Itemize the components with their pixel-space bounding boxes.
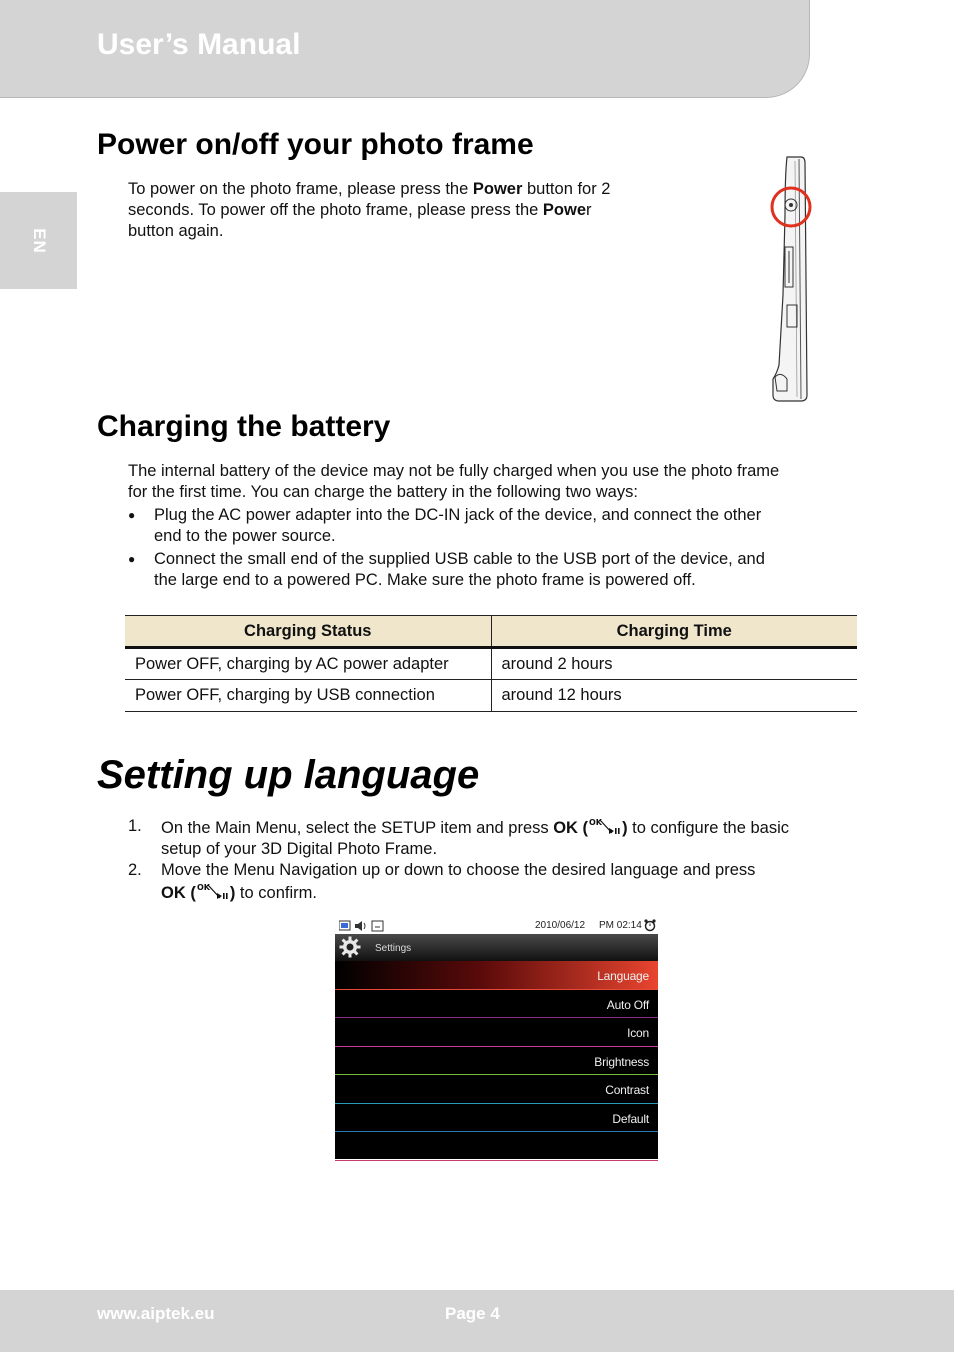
- svg-text:OK: OK: [589, 818, 603, 827]
- menu-divider: [335, 989, 658, 990]
- status-bar: [335, 917, 658, 934]
- step-number: 1.: [128, 817, 142, 835]
- bullet-icon: ●: [128, 552, 136, 566]
- column-header: Charging Time: [491, 616, 857, 648]
- header-banner: [0, 0, 810, 98]
- power-heading: Power on/off your photo frame: [97, 128, 534, 161]
- table-cell: Power OFF, charging by USB connection: [125, 680, 491, 712]
- settings-screen-screenshot: [335, 917, 658, 1159]
- menu-divider: [335, 1046, 658, 1047]
- menu-item-icon[interactable]: Icon: [627, 1026, 649, 1040]
- column-header: Charging Status: [125, 616, 491, 648]
- svg-text:OK: OK: [196, 883, 210, 892]
- menu-item-brightness[interactable]: Brightness: [594, 1054, 649, 1069]
- step-text: setup of your 3D Digital Photo Frame.: [161, 840, 438, 858]
- ok-play-pause-icon: [588, 816, 622, 836]
- language-heading: Setting up language: [97, 753, 480, 797]
- table-cell: Power OFF, charging by AC power adapter: [125, 648, 491, 680]
- ok-play-pause-icon: [196, 881, 230, 901]
- status-icons: [339, 920, 387, 932]
- step-text: Move the Menu Navigation up or down to choose the desired language and press: [161, 861, 756, 879]
- bullet-text: end to the power source.: [154, 527, 336, 545]
- list-item: [128, 505, 838, 547]
- power-text-line-2: seconds. To power off the photo frame, please press the Power: [128, 201, 592, 219]
- bullet-text: Connect the small end of the supplied USB cable to the USB port of the device, and: [154, 550, 765, 568]
- menu-divider: [335, 1103, 658, 1104]
- battery-heading: Charging the battery: [97, 410, 391, 443]
- menu-divider: [335, 1017, 658, 1018]
- manual-title: User’s Manual: [97, 28, 301, 61]
- list-item: [128, 549, 838, 591]
- gear-icon: [339, 936, 361, 958]
- step-text: OK ( OK ) to confirm.: [161, 883, 317, 902]
- charging-table: [125, 615, 857, 712]
- footer-url: www.aiptek.eu: [97, 1304, 215, 1323]
- alarm-clock-icon: [644, 919, 656, 932]
- settings-title: Settings: [375, 943, 412, 954]
- status-date: 2010/06/12: [535, 920, 586, 931]
- menu-divider: [335, 1131, 658, 1132]
- power-text-line-3: button again.: [128, 222, 224, 240]
- menu-item-default[interactable]: Default: [612, 1111, 649, 1126]
- menu-item-language[interactable]: Language: [335, 961, 658, 989]
- table-row: [125, 648, 857, 680]
- power-text-line-1: To power on the photo frame, please press the Power button for 2: [128, 180, 611, 198]
- battery-intro-line-1: The internal battery of the device may not be fully charged when you use the photo frame: [128, 462, 780, 480]
- footer: [0, 1290, 954, 1352]
- bullet-text: Plug the AC power adapter into the DC-IN jack of the device, and connect the other: [154, 506, 762, 524]
- bullet-icon: ●: [128, 508, 136, 522]
- step-text: On the Main Menu, select the SETUP item and press OK ( OK ) to configure the basic: [161, 818, 789, 837]
- menu-item-auto-off[interactable]: Auto Off: [606, 997, 649, 1012]
- step-number: 2.: [128, 861, 142, 879]
- status-time: PM 02:14: [599, 920, 642, 931]
- device-side-illustration: [765, 155, 815, 403]
- language-tab: [0, 192, 77, 289]
- menu-divider: [335, 1160, 658, 1161]
- bullet-text: the large end to a powered PC. Make sure the photo frame is powered off.: [154, 571, 696, 589]
- battery-intro-line-2: for the first time. You can charge the battery in the following two ways:: [128, 483, 638, 501]
- list-item: [128, 860, 853, 902]
- list-item: [128, 816, 853, 858]
- menu-item-contrast[interactable]: Contrast: [605, 1083, 649, 1097]
- table-cell: around 2 hours: [491, 648, 857, 680]
- table-row: [125, 680, 857, 712]
- page-number: Page 4: [445, 1304, 500, 1323]
- table-header-row: [125, 616, 857, 648]
- settings-title-bar: [335, 934, 658, 961]
- language-tab-label: EN: [29, 227, 49, 254]
- menu-divider: [335, 1074, 658, 1075]
- table-cell: around 12 hours: [491, 680, 857, 712]
